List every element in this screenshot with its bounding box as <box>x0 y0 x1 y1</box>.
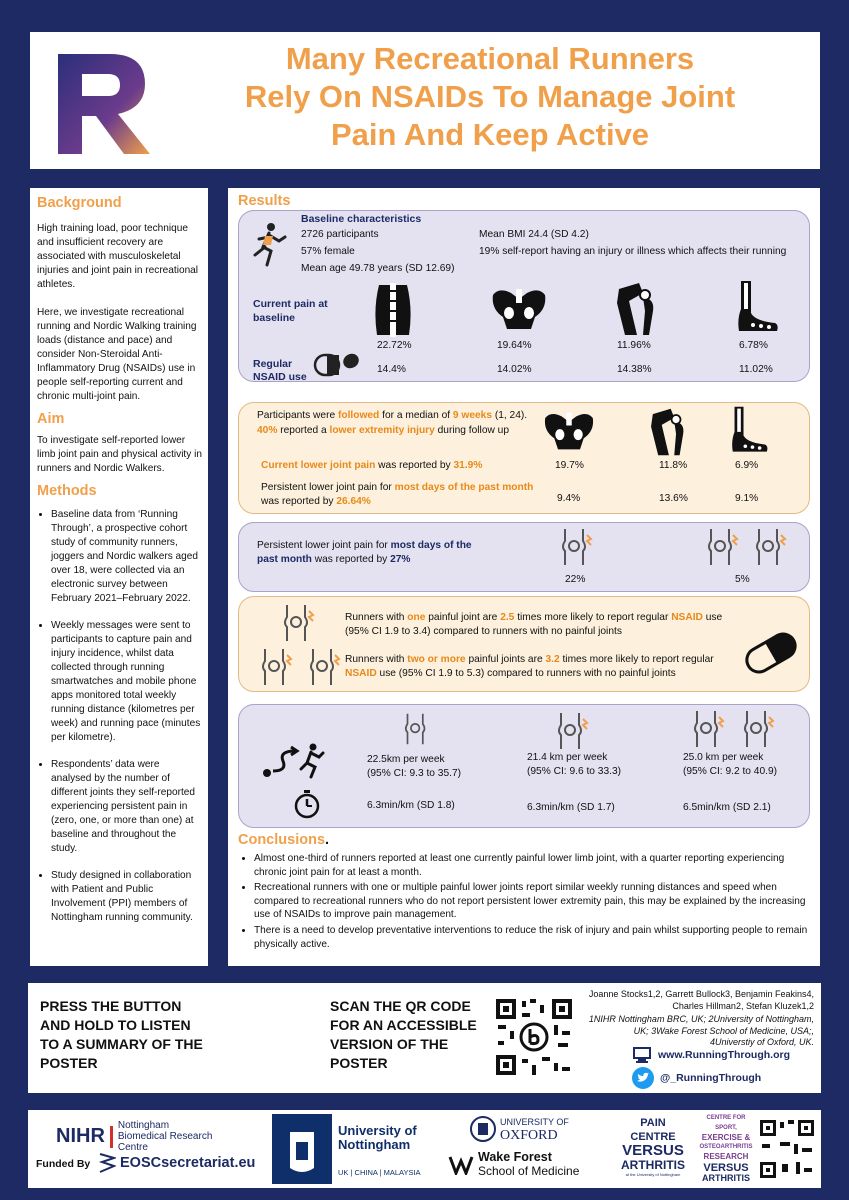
list-item: • Weekly messages were sent to participants to capture pain and injury incidence, whilst data collected through running smartwatches and mobile phone apps monitored total weekly running distance (kilometres per week) and running pace (minutes per kilometre). <box>51 619 202 745</box>
pelvis-icon <box>489 285 549 333</box>
current-value: 6.9% <box>735 460 759 471</box>
running-pace-icon <box>261 743 327 779</box>
results-panel <box>228 188 820 966</box>
painful-knee-icon <box>701 527 741 567</box>
eosc-logo: EOSCsecretariat.eu <box>98 1152 255 1174</box>
painful-knee-icon <box>749 527 789 567</box>
funded-by-label: Funded By <box>36 1158 91 1170</box>
knee-icon <box>613 281 659 337</box>
painful-knee-icon <box>301 647 345 687</box>
distance-group-1: 21.4 km per week (95% CI: 9.6 to 33.3) <box>527 752 622 777</box>
nsaid-value: 11.02% <box>739 364 773 375</box>
persistent-box <box>238 522 810 592</box>
nsaid-relationship-box <box>238 596 810 692</box>
regular-nsaid-label: Regular NSAID use <box>253 358 307 383</box>
painful-knee-icon <box>253 647 297 687</box>
methods-list <box>37 508 202 925</box>
pain-value: 22.72% <box>377 340 412 351</box>
pain-value: 11.96% <box>617 340 651 351</box>
followup-box <box>238 402 810 514</box>
nsaid-value: 14.02% <box>497 364 532 375</box>
press-button-text: PRESS THE BUTTON AND HOLD TO LISTEN TO A SUMMARY OF THE POSTER <box>40 998 203 1071</box>
twitter-icon <box>632 1067 654 1089</box>
qr-code[interactable] <box>494 997 574 1077</box>
painful-knee-icon <box>737 709 777 749</box>
list-item: • Study designed in collaboration with Patient and Public Involvement (PPI) members of Nottingham running community. <box>51 869 202 925</box>
baseline-participants: 2726 participants <box>301 229 379 240</box>
background-heading: Background <box>37 195 122 211</box>
wake-forest-logo: Wake Forest School of Medicine <box>448 1150 579 1178</box>
followup-line1: Participants were followed for a median of 9 weeks (1, 24). <box>257 410 528 421</box>
background-p1: High training load, poor technique and insufficient recovery are associated with musculoskeletal injuries and joint pain in recreational athletes. <box>37 223 199 290</box>
nottingham-logo: University of Nottingham UK | CHINA | MALAYSIA <box>272 1114 422 1184</box>
methods-heading: Methods <box>37 483 97 499</box>
list-item: • Almost one-third of runners reported at least one currently painful lower limb joint, with a quarter reporting experiencing chronic joint pain for at least a month. <box>254 852 810 879</box>
one-joint-text: Runners with one painful joint are 2.5 times more likely to report regular NSAID use (95% CI 1.9 to 3.4) compared to runners with no painful joints <box>345 612 723 637</box>
persistent-one-joint: 22% <box>565 574 586 585</box>
current-pain-label: Current pain at baseline <box>253 298 328 324</box>
baseline-bmi: Mean BMI 24.4 (SD 4.2) <box>479 229 589 240</box>
runner-icon <box>247 221 291 271</box>
stopwatch-icon <box>293 789 321 819</box>
distance-group-2: 25.0 km per week (95% CI: 9.2 to 40.9) <box>683 752 778 777</box>
persistent-multi-joint: 5% <box>735 574 750 585</box>
distance-group-0: 22.5km per week (95% CI: 9.3 to 35.7) <box>367 754 462 779</box>
current-value: 11.8% <box>659 460 688 471</box>
oxford-logo: UNIVERSITY OF OXFORD <box>470 1114 569 1144</box>
computer-icon <box>632 1047 652 1063</box>
left-column <box>30 188 208 966</box>
website-row[interactable] <box>632 1047 790 1063</box>
baseline-injury: 19% self-report having an injury or illness which affects their running <box>479 246 787 257</box>
pelvis-icon <box>541 409 597 453</box>
ankle-icon <box>725 405 771 457</box>
persistent-text: Persistent lower joint pain for most days of the past month was reported by 27% <box>257 540 472 565</box>
aim-text: To investigate self-reported lower limb joint pain and physical activity in runners and Nordic Walkers. <box>37 435 202 474</box>
logo <box>50 42 160 160</box>
pace-value: 6.3min/km (SD 1.7) <box>527 802 615 813</box>
pill-icon <box>313 349 361 379</box>
baseline-age: Mean age 49.78 years (SD 12.69) <box>301 263 455 274</box>
persist-value: 9.4% <box>557 493 581 504</box>
baseline-title: Baseline characteristics <box>301 213 422 225</box>
spine-icon <box>369 279 417 339</box>
knee-outline-icon <box>399 709 433 749</box>
twitter-row[interactable] <box>632 1067 761 1089</box>
list-item: • Recreational runners with one or multiple painful lower joints report similar weekly running distances and speed when compared to recreational runners who do not report persistent lower extremity pain, this may be explained by the increasing use of NSAIDs to improve pain management. <box>254 881 810 922</box>
list-item: • There is a need to develop preventative interventions to reduce the risk of injury and pain whilst supporting people to remain physically active. <box>254 924 810 951</box>
knee-icon <box>647 407 689 457</box>
header <box>30 32 820 169</box>
pain-centre-logo: PAIN CENTRE VERSUS ARTHRITIS at the University of Nottingham <box>621 1117 685 1177</box>
authors: Joanne Stocks1,2, Garrett Bullock3, Benjamin Feakins4, Charles Hillman2, Stefan Kluzek1,2 1NIHR Nottingham BRC, UK; 2University of Nottingham, UK; 3Wake Forest School of Medicine, USA;, 4Universtiy of Oxford, UK. <box>588 989 814 1047</box>
distance-box <box>238 704 810 828</box>
results-heading: Results <box>238 193 291 209</box>
followup-current: Current lower joint pain was reported by 31.9% <box>261 460 483 471</box>
pain-value: 19.64% <box>497 340 532 351</box>
sponsor-band <box>28 1110 821 1188</box>
background-p2: Here, we investigate recreational running and Nordic Walking training loads (distance and pace) and consider Non-Steroidal Anti-Inflammatory Drug (NSAIDs) use in people self-reporting current and chronic multi-joint pain. <box>37 307 197 402</box>
painful-knee-icon <box>551 711 591 751</box>
poster-title: Many Recreational Runners Rely On NSAIDs To Manage Joint Pain And Keep Active <box>244 41 736 152</box>
pain-value: 6.78% <box>739 340 768 351</box>
nsaid-value: 14.4% <box>377 364 406 375</box>
pill-icon <box>739 627 803 679</box>
two-joint-text: Runners with two or more painful joints are 3.2 times more likely to report regular NSAID use (95% CI 1.9 to 5.3) compared to runners with no painful joints <box>345 654 714 679</box>
scan-qr-text: SCAN THE QR CODE FOR AN ACCESSIBLE VERSION OF THE POSTER <box>330 998 477 1071</box>
painful-knee-icon <box>555 527 595 567</box>
website-link[interactable]: www.RunningThrough.org <box>658 1049 790 1061</box>
baseline-female: 57% female <box>301 246 355 257</box>
pace-value: 6.5min/km (SD 2.1) <box>683 802 771 813</box>
conclusions-list <box>242 852 810 951</box>
nihr-logo: NIHR Nottingham Biomedical Research Centre <box>56 1120 213 1153</box>
pace-value: 6.3min/km (SD 1.8) <box>367 800 455 811</box>
persist-value: 13.6% <box>659 493 688 504</box>
ankle-icon <box>731 279 781 337</box>
twitter-handle[interactable]: @_RunningThrough <box>660 1072 762 1084</box>
current-value: 19.7% <box>555 460 584 471</box>
painful-knee-icon <box>275 603 319 643</box>
list-item: • Baseline data from ‘Running Through’, a prospective cohort study of community runners, joggers and Nordic walkers aged over 18, were collected via an electronic survey between February 2021–February 2022. <box>51 508 202 606</box>
persist-value: 9.1% <box>735 493 759 504</box>
aim-heading: Aim <box>37 411 65 427</box>
followup-line2: 40% reported a lower extremity injury during follow up <box>257 425 510 436</box>
footer-band <box>28 983 821 1093</box>
painful-knee-icon <box>687 709 727 749</box>
baseline-box <box>238 210 810 382</box>
exercise-oa-logo: CENTRE FOR SPORT, EXERCISE & OSTEOARTHRITIS RESEARCH VERSUS ARTHRITIS <box>699 1115 753 1183</box>
sponsor-qr-code[interactable] <box>758 1118 816 1180</box>
nsaid-value: 14.38% <box>617 364 652 375</box>
conclusions-heading: Conclusions. <box>238 832 330 848</box>
followup-persistent: Persistent lower joint pain for most days of the past month was reported by 26.64% <box>261 482 534 507</box>
list-item: • Respondents’ data were analysed by the number of different joints they self-reported experiencing persistent pain in (zero, one, or more than one) at baseline and throughout the study. <box>51 758 202 856</box>
